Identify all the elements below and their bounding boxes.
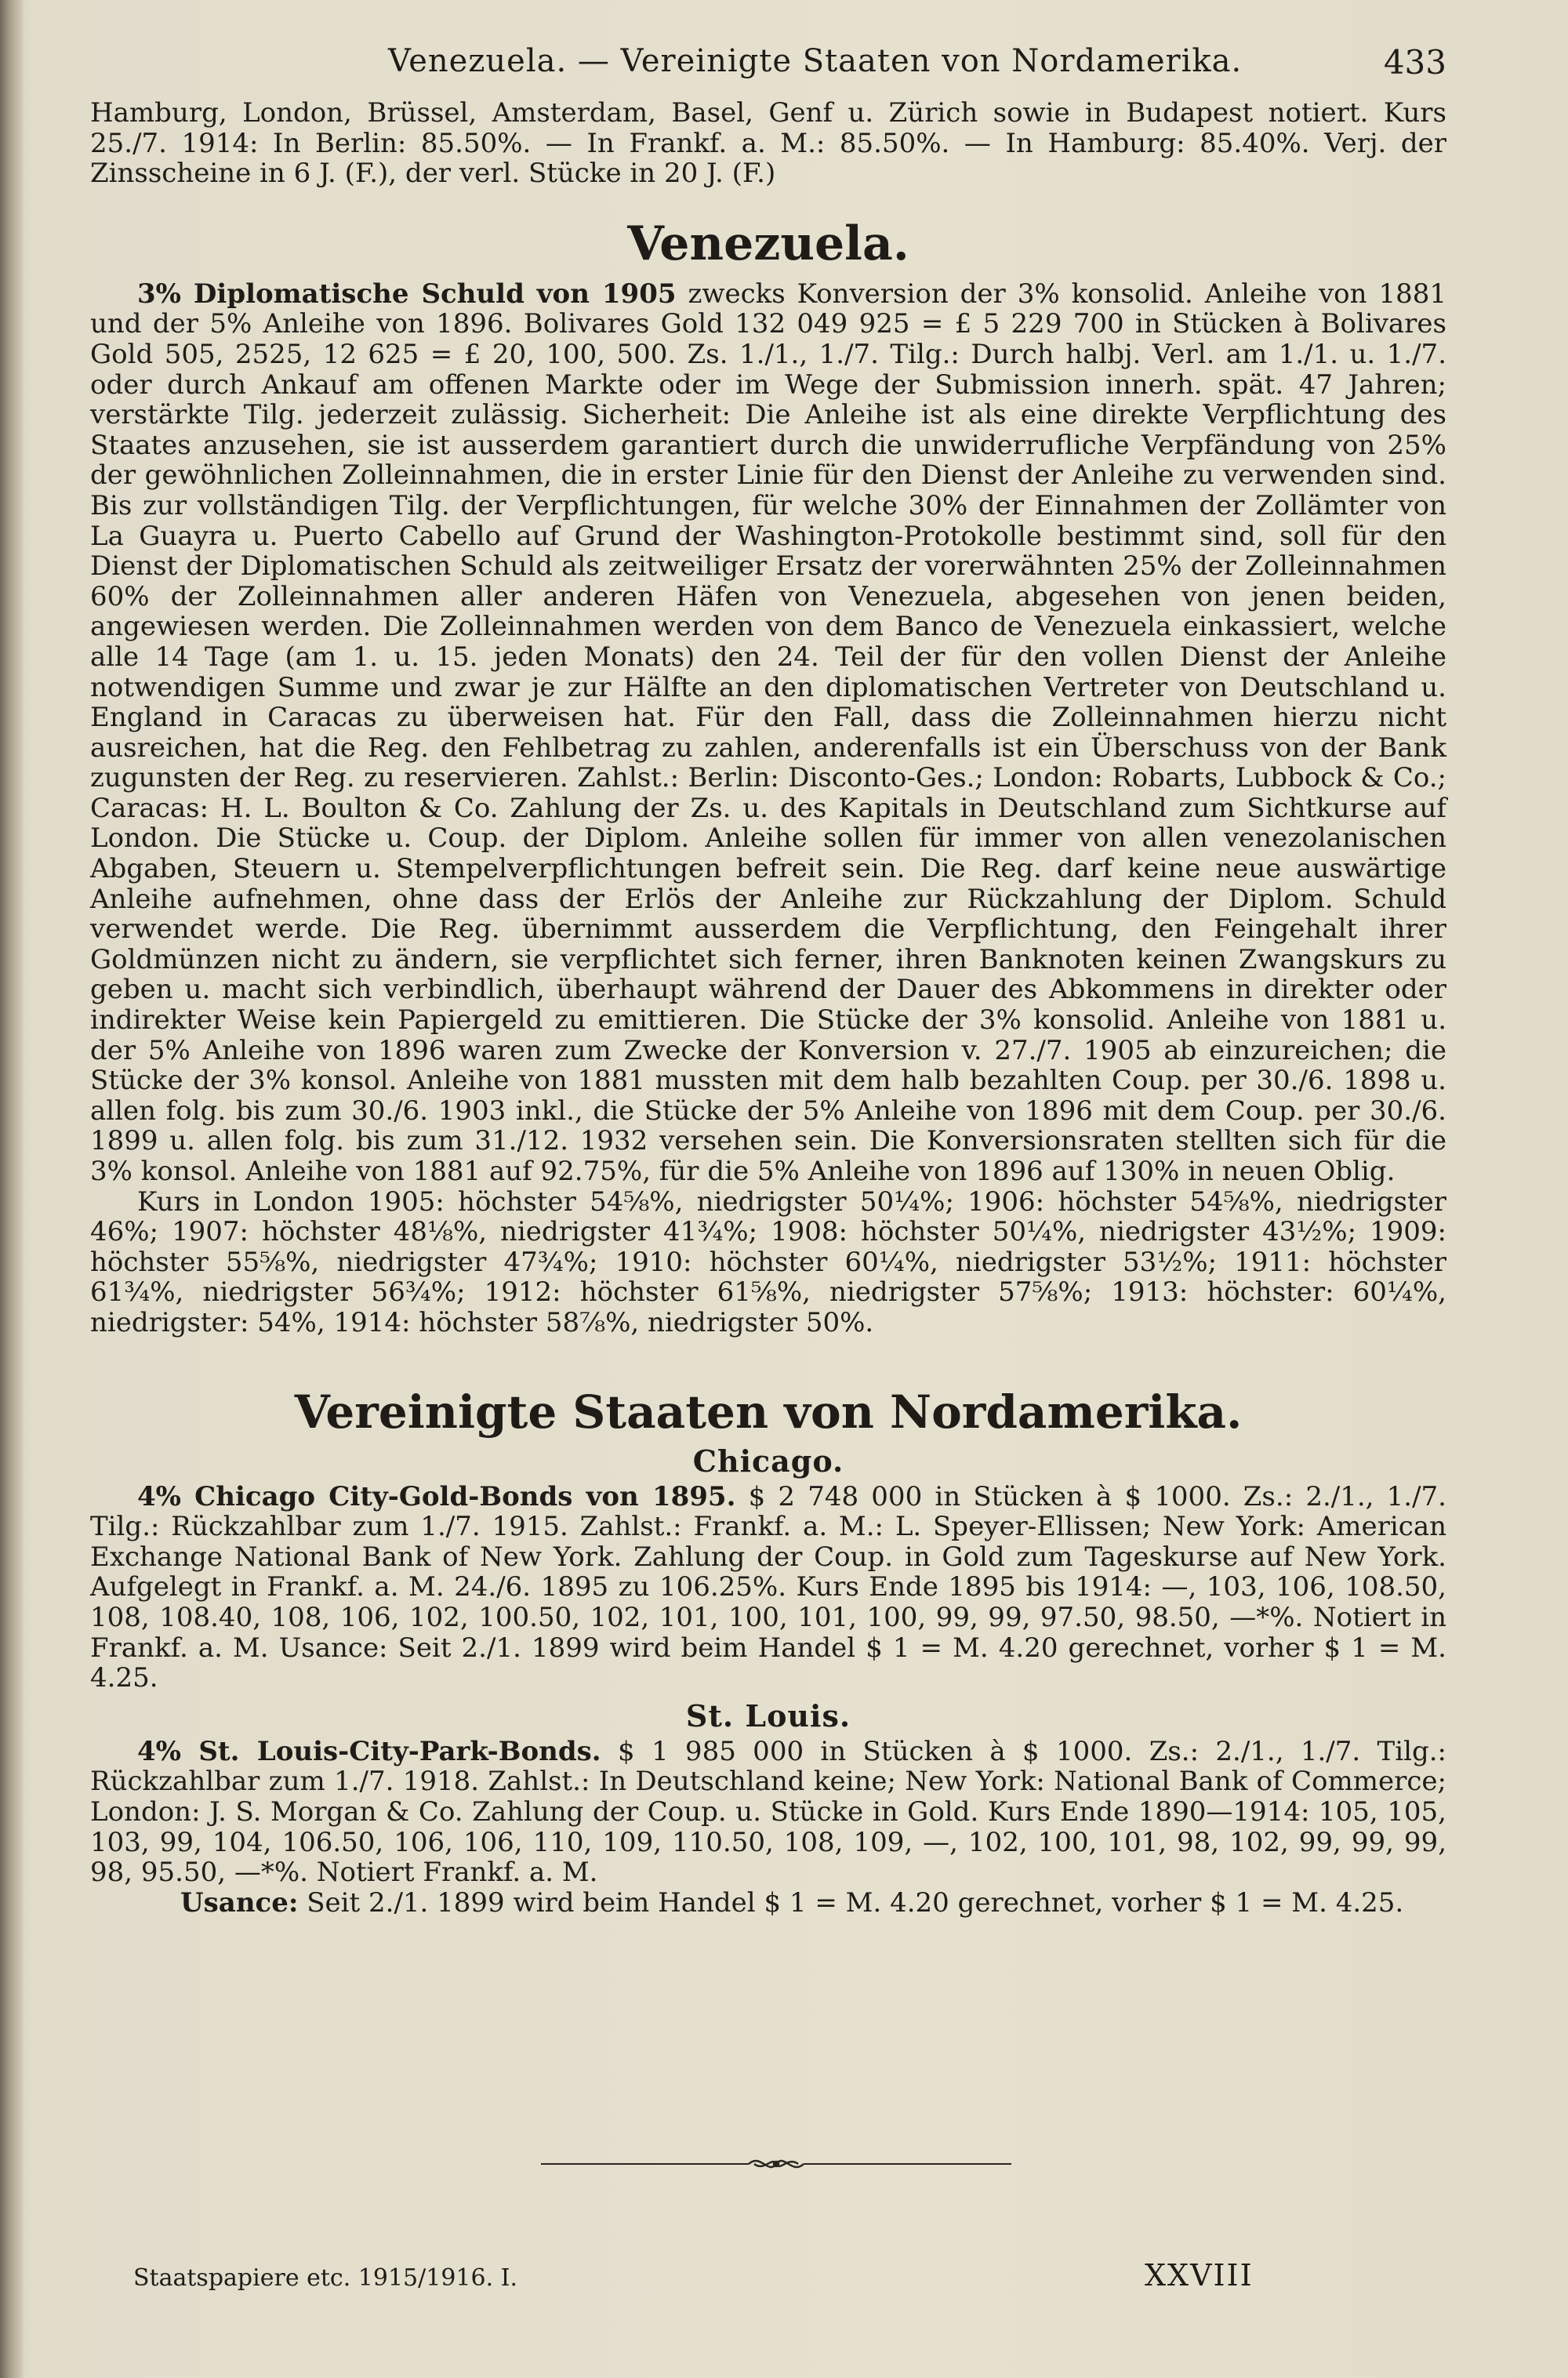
chicago-paragraph <box>90 1482 1446 1694</box>
venezuela-paragraph <box>90 279 1446 1187</box>
ornament-divider <box>541 2148 1011 2180</box>
stlouis-subheading: St. Louis. <box>685 1697 851 1734</box>
stlouis-paragraph <box>90 1737 1446 1888</box>
venezuela-kurs-paragraph: Kurs in London 1905: höchster 54⅝%, niedrigster 50¼%; 1906: höchster 54⅝%, niedrigster 46%; 1907: höchster 48⅛%, niedrigster 41¾%; 1908: höchster 50¼%, niedrigster 43½%; 1909: höchster 55⅝%, niedrigster 47¾%; 1910: höchster 60¼%, niedrigster 53½%; 1911: höchster 61¾%, niedrigster 56¾%; 1912: höchster 61⅝%, niedrigster 57⅝%; 1913: höchster: 60¼%, niedrigster: 54%, 1914: höchster 58⅞%, niedrigster 50%. <box>90 1185 1446 1338</box>
ornament-flourish <box>749 2161 804 2167</box>
stlouis-bond-title: 4% St. Louis-City-Park-Bonds. <box>137 1735 601 1767</box>
stlouis-bond-body: $ 1 985 000 in Stücken à $ 1000. Zs.: 2./1., 1./7. Tilg.: Rückzahlbar zum 1./7. 1918. Zahlst.: In Deutschland keine; New York: National Bank of Commerce; London: J. S. Morgan & Co. Zahlung der Coup. u. Stücke in Gold. Kurs Ende 1890—1914: 105, 105, 103, 99, 104, 106.50, 106, 106, 110, 109, 110.50, 108, 109, —, 102, 100, 101, 98, 102, 99, 99, 99, 98, 95.50, —*%. Notiert Frankf. a. M. <box>90 1735 1447 1889</box>
page-number: 433 <box>1383 43 1446 82</box>
book-binding-shadow <box>0 0 24 2378</box>
footer-source: Staatspapiere etc. 1915/1916. I. <box>133 2264 518 2292</box>
intro-paragraph: Hamburg, London, Brüssel, Amsterdam, Basel, Genf u. Zürich sowie in Budapest notiert. Kurs 25./7. 1914: In Berlin: 85.50%. — In Frankf. a. M.: 85.50%. — In Hamburg: 85.40%. Verj. der Zinsscheine in 6 J. (F.), der verl. Stücke in 20 J. (F.) <box>90 97 1446 190</box>
stlouis-usance-text: Seit 2./1. 1899 wird beim Handel $ 1 = M. 4.20 gerechnet, vorher $ 1 = M. 4.25. <box>298 1886 1404 1919</box>
footer-sheet-number: XXVIII <box>1145 2258 1254 2293</box>
usa-heading: Vereinigte Staaten von Nordamerika. <box>294 1385 1243 1439</box>
venezuela-bond-body: zwecks Konversion der 3% konsolid. Anleihe von 1881 und der 5% Anleihe von 1896. Bolivares Gold 132 049 925 = £ 5 229 700 in Stücken à Bolivares Gold 505, 2525, 12 625 = £ 20, 100, 500. Zs. 1./1., 1./7. Tilg.: Durch halbj. Verl. am 1./1. u. 1./7. oder durch Ankauf am offenen Markte oder im Wege der Submission innerh. spät. 47 Jahren; verstärkte Tilg. jederzeit zulässig. Sicherheit: Die Anleihe ist als eine direkte Verpflichtung des Staates anzusehen, sie ist ausserdem garantiert durch die unwiderrufliche Verpfändung von 25% der gewöhnlichen Zolleinnahmen, die in erster Linie für den Dienst der Anleihe zu verwenden sind. Bis zur vollständigen Tilg. der Verpflichtungen, für welche 30% der Einnahmen der Zollämter von La Guayra u. Puerto Cabello auf Grund der Washington-Protokolle bestimmt sind, soll für den Dienst der Diplomatischen Schuld als zeitweiliger Ersatz der vorerwähnten 25% der Zolleinnahmen 60% der Zolleinnahmen aller anderen Häfen von Venezuela, abgesehen von jenen beiden, angewiesen werden. Die Zolleinnahmen werden von dem Banco de Venezuela einkassiert, welche alle 14 Tage (am 1. u. 15. jeden Monats) den 24. Teil der für den vollen Dienst der Anleihe notwendigen Summe und zwar je zur Hälfte an den diplomatischen Vertreter von Deutschland u. England in Caracas zu überweisen hat. Für den Fall, dass die Zolleinnahmen hierzu nicht ausreichen, hat die Reg. den Fehlbetrag zu zahlen, anderenfalls ist ein Überschuss von der Bank zugunsten der Reg. zu reservieren. Zahlst.: Berlin: Disconto-Ges.; London: Robarts, Lubbock & Co.; Caracas: H. L. Boulton & Co. Zahlung der Zs. u. des Kapitals in Deutschland zum Sichtkurse auf London. Die Stücke u. Coup. der Diplom. Anleihe sollen für immer von allen venezolanischen Abgaben, Steuern u. Stempelverpflichtungen befreit sein. Die Reg. darf keine neue auswärtige Anleihe aufnehmen, ohne dass der Erlös der Anleihe zur Rückzahlung der Diplom. Schuld verwendet werde. Die Reg. übernimmt ausserdem die Verpflichtung, den Feingehalt ihrer Goldmünzen nicht zu ändern, sie verpflichtet sich ferner, ihren Banknoten keinen Zwangskurs zu geben u. macht sich verbindlich, überhaupt während der Dauer des Abkommens in direkter oder indirekter Weise kein Papiergeld zu emittieren. Die Stücke der 3% konsolid. Anleihe von 1881 u. der 5% Anleihe von 1896 waren zum Zwecke der Konversion v. 27./7. 1905 ab einzureichen; die Stücke der 3% konsol. Anleihe von 1881 mussten mit dem halb bezahlten Coup. per 30./6. 1898 u. allen folg. bis zum 30./6. 1903 inkl., die Stücke der 5% Anleihe von 1896 mit dem Coup. per 30./6. 1899 u. allen folg. bis zum 31./12. 1932 versehen sein. Die Konversionsraten stellten sich für die 3% konsol. Anleihe von 1881 auf 92.75%, für die 5% Anleihe von 1896 auf 130% in neuen Oblig. <box>90 278 1446 1187</box>
chicago-subheading: Chicago. <box>692 1443 844 1479</box>
chicago-bond-body: $ 2 748 000 in Stücken à $ 1000. Zs.: 2./1., 1./7. Tilg.: Rückzahlbar zum 1./7. 1915. Zahlst.: Frankf. a. M.: L. Speyer-Ellissen; New York: American Exchange National Bank of New York. Zahlung der Coup. in Gold zum Tageskurse auf New York. Aufgelegt in Frankf. a. M. 24./6. 1895 zu 106.25%. Kurs Ende 1895 bis 1914: —, 103, 106, 108.50, 108, 108.40, 108, 106, 102, 100.50, 102, 101, 100, 101, 100, 99, 99, 97.50, 98.50, —*%. Notiert in Frankf. a. M. Usance: Seit 2./1. 1899 wird beim Handel $ 1 = M. 4.20 gerechnet, vorher $ 1 = M. 4.25. <box>90 1480 1446 1694</box>
venezuela-bond-title: 3% Diplomatische Schuld von 1905 <box>137 278 677 310</box>
page-content <box>90 98 1446 1918</box>
stlouis-usance-label: Usance: <box>180 1886 299 1919</box>
venezuela-heading: Venezuela. <box>627 216 909 271</box>
page-header <box>90 43 1446 90</box>
chicago-bond-title: 4% Chicago City-Gold-Bonds von 1895. <box>137 1480 736 1512</box>
stlouis-usance-line <box>90 1888 1446 1919</box>
running-title: Venezuela. — Vereinigte Staaten von Nordamerika. <box>388 43 1243 79</box>
